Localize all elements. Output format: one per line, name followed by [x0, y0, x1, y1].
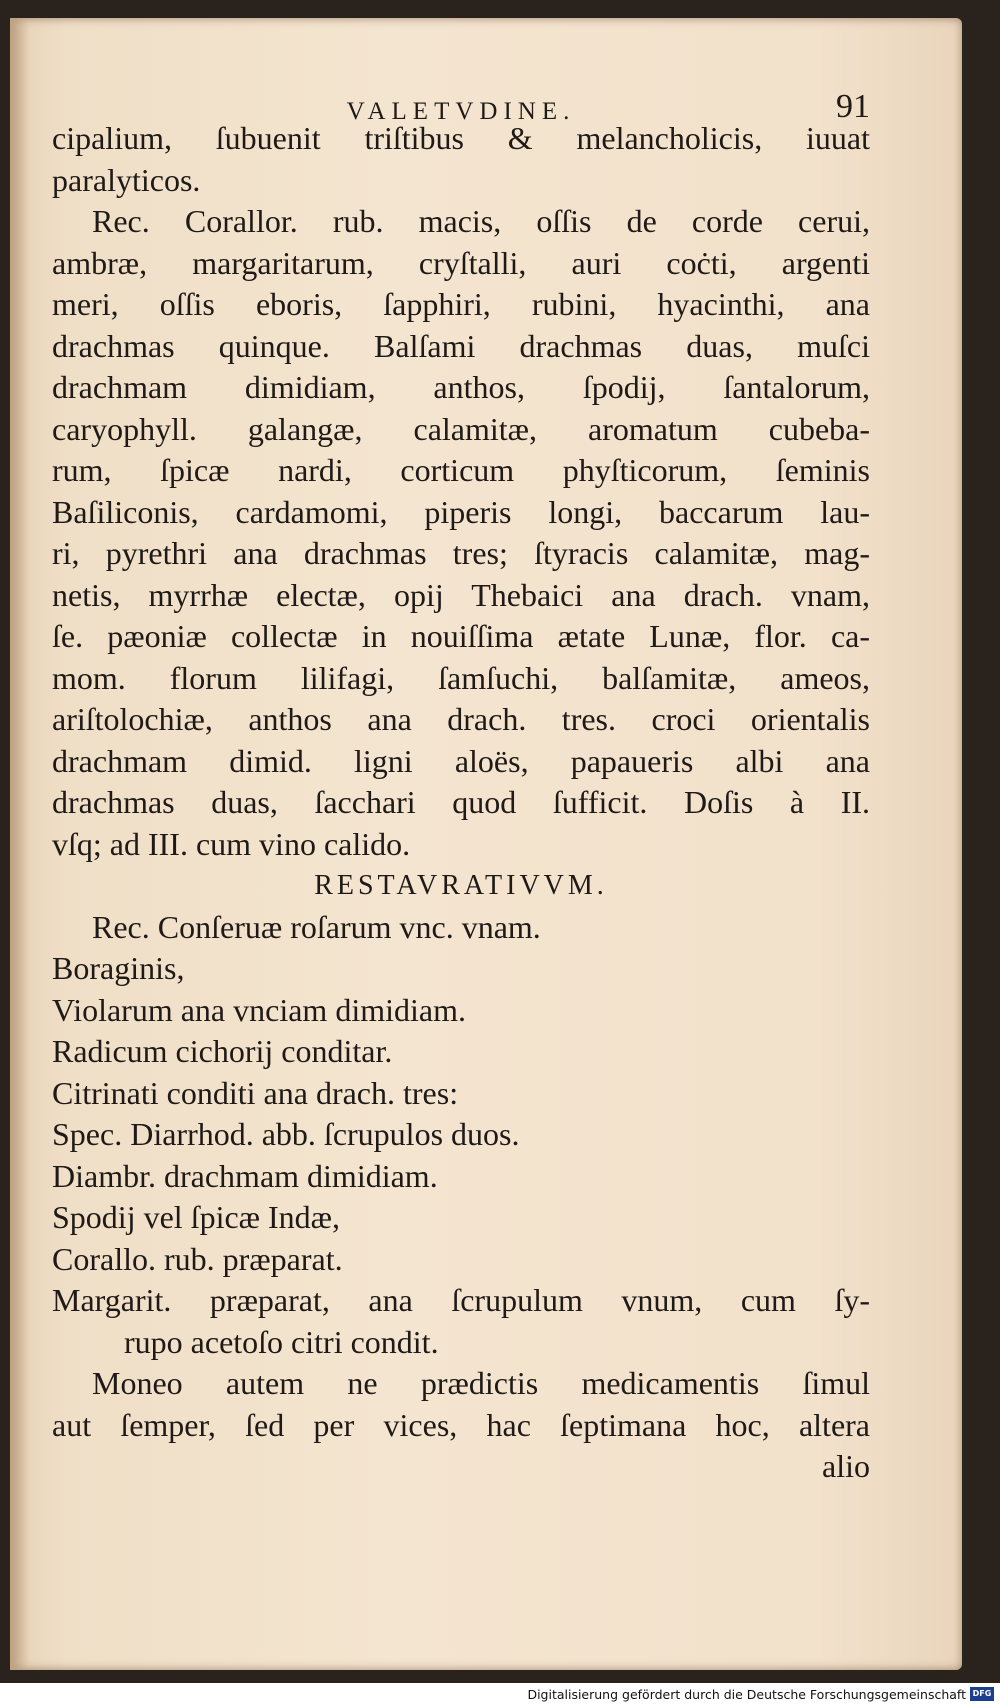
- text-line: cipalium, ſubuenit triſtibus & melancholicis, iuuat: [52, 120, 870, 156]
- page-gutter-shadow: [10, 18, 30, 1670]
- text-line: drachmas duas, ſacchari quod ſufficit. Doſis à II.: [52, 784, 870, 820]
- recipe-line: Citrinati conditi ana drach. tres:: [52, 1074, 459, 1111]
- recipe-line: Violarum ana vnciam dimidiam.: [52, 991, 466, 1028]
- text-line: ambræ, margaritarum, cryſtalli, auri coċti, argenti: [52, 244, 870, 281]
- page-text: [52, 80, 870, 1488]
- page-number: 91: [836, 88, 870, 125]
- recipe-line: Spec. Diarrhod. abb. ſcrupulos duos.: [52, 1116, 520, 1152]
- recipe-line: rupo acetoſo citri condit.: [124, 1323, 439, 1360]
- recipe-line: Corallo. rub. præparat.: [52, 1240, 343, 1277]
- page-header: [52, 80, 870, 125]
- text-line: Moneo autem ne prædictis medicamentis ſimul: [92, 1365, 870, 1401]
- text-line: caryophyll. galangæ, calamitæ, aromatum cubeba-: [52, 410, 870, 447]
- text-line: drachmas quinque. Balſami drachmas duas, muſci: [52, 327, 870, 364]
- text-line: vſq; ad III. cum vino calido.: [52, 825, 411, 862]
- text-line: ri, pyrethri ana drachmas tres; ſtyracis calamitæ, mag-: [52, 535, 870, 571]
- recipe-line: Rec. Conſeruæ roſarum vnc. vnam.: [92, 908, 541, 945]
- text-line: paralyticos.: [52, 161, 201, 198]
- text-line: netis, myrrhæ electæ, opij Thebaici ana drach. vnam,: [52, 576, 870, 613]
- text-line: ſe. pæoniæ collectæ in nouiſſima ætate Lunæ, flor. ca-: [52, 618, 870, 654]
- text-line: mom. florum lilifagi, ſamſuchi, balſamitæ, ameos,: [52, 659, 870, 696]
- catchword: alio: [822, 1448, 870, 1484]
- section-title: RESTAVRATIVVM.: [314, 870, 608, 901]
- text-line: rum, ſpicæ nardi, corticum phyſticorum, ſeminis: [52, 452, 870, 488]
- recipe-line: Boraginis,: [52, 950, 185, 986]
- footer-bar: [0, 1683, 1000, 1708]
- text-line: aut ſemper, ſed per vices, hac ſeptimana hoc, altera: [52, 1406, 870, 1443]
- text-line: drachmam dimid. ligni aloës, papaueris albi ana: [52, 742, 870, 779]
- recipe-line: Margarit. præparat, ana ſcrupulum vnum, cum ſy-: [52, 1282, 870, 1318]
- text-line: Baſiliconis, cardamomi, piperis longi, baccarum lau-: [52, 493, 870, 530]
- text-line: drachmam dimidiam, anthos, ſpodij, ſantalorum,: [52, 369, 870, 405]
- funding-credit: Digitalisierung gefördert durch die Deutsche Forschungsgemeinschaft: [527, 1687, 966, 1702]
- recipe-line: Radicum cichorij conditar.: [52, 1033, 393, 1069]
- text-line: meri, oſſis eboris, ſapphiri, rubini, hyacinthi, ana: [52, 286, 870, 322]
- recipe-line: Diambr. drachmam dimidiam.: [52, 1157, 438, 1194]
- running-head: VALETVDINE.: [346, 98, 576, 125]
- recipe-line: Spodij vel ſpicæ Indæ,: [52, 1199, 340, 1235]
- book-page: [10, 18, 962, 1670]
- dfg-logo: DFG: [970, 1687, 994, 1701]
- text-line: ariſtolochiæ, anthos ana drach. tres. croci orientalis: [52, 701, 870, 737]
- text-line: Rec. Corallor. rub. macis, oſſis de corde cerui,: [92, 203, 870, 239]
